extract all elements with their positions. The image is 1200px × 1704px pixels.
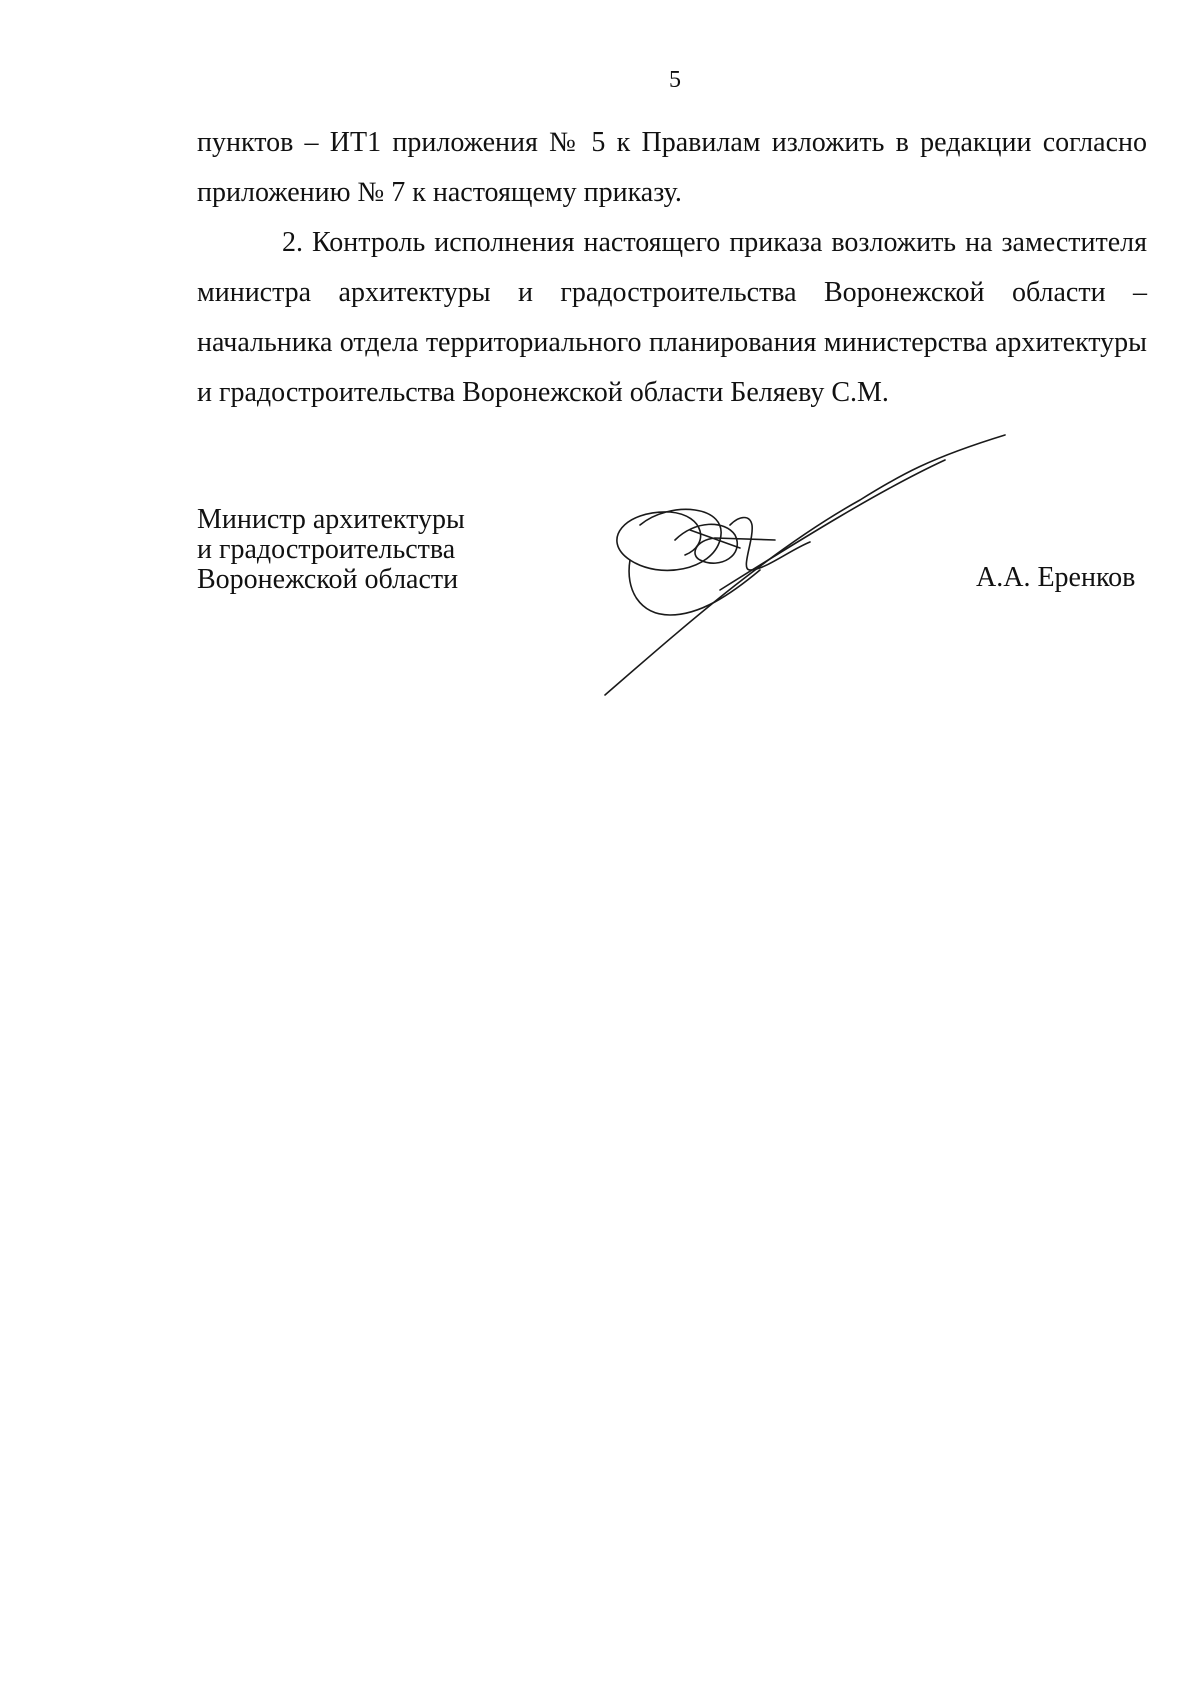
signer-position-line: Воронежской области: [197, 564, 459, 595]
signer-position-line: и градостроительства: [197, 534, 456, 565]
handwritten-signature: [600, 430, 1020, 700]
signer-position-line: Министр архитектуры: [197, 504, 465, 535]
signer-name: А.А. Еренков: [976, 562, 1136, 593]
document-body: [197, 118, 1147, 418]
paragraph-control: 2. Контроль исполнения настоящего приказа возложить на заместителя министра архитектуры и градостроительства Воронежской области – начальника отдела территориального планирования министерства архитектуры и градостроительства Воронежской области Беляеву С.М.: [197, 227, 1147, 408]
signer-position: [197, 505, 465, 595]
page-number: 5: [669, 67, 681, 93]
paragraph-continuation: пунктов – ИТ1 приложения № 5 к Правилам изложить в редакции согласно приложению № 7 к настоящему приказу.: [197, 127, 1147, 208]
